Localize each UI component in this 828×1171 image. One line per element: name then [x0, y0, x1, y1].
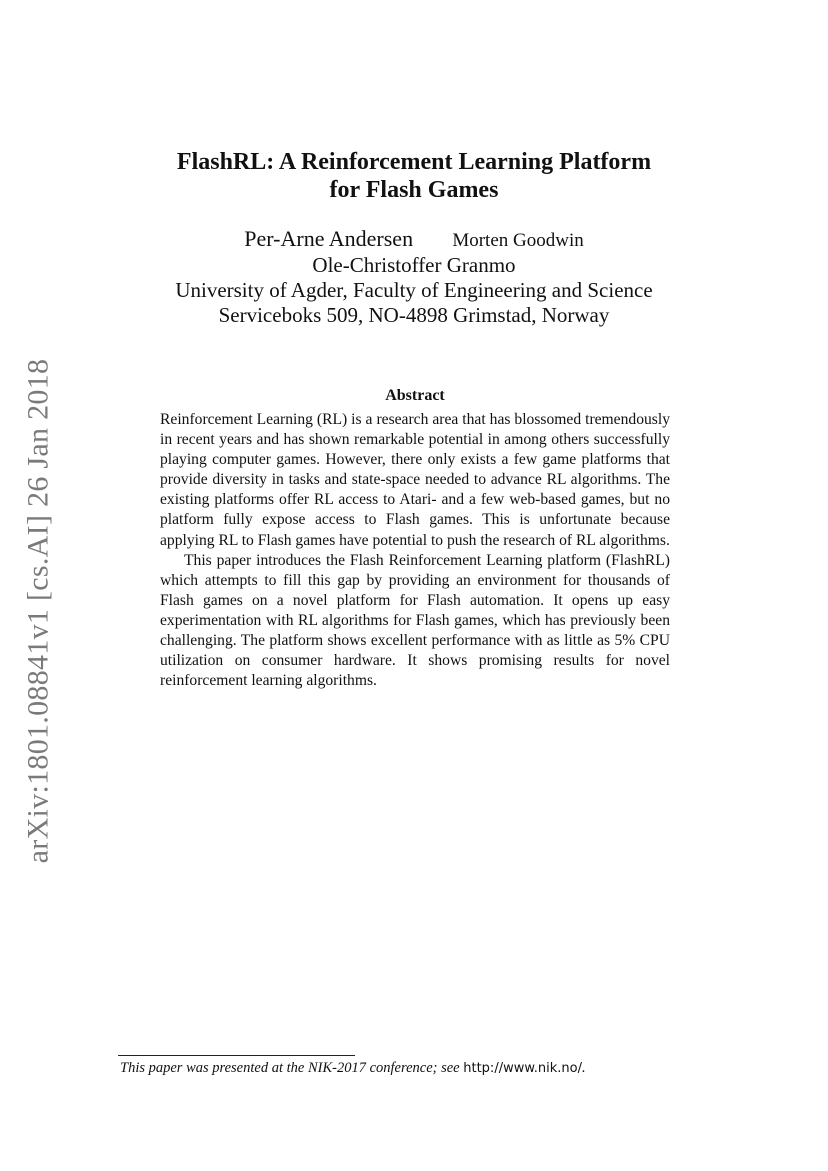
- author-granmo: Ole-Christoffer Granmo: [312, 253, 516, 277]
- footnote-link[interactable]: http://www.nik.no/: [463, 1061, 582, 1076]
- arxiv-identifier: arXiv:1801.08841v1 [cs.AI] 26 Jan 2018: [21, 358, 55, 864]
- paper-title: [100, 148, 728, 204]
- footnote-rule: [118, 1055, 355, 1056]
- author-row: [100, 226, 728, 253]
- author-goodwin: Morten Goodwin: [452, 230, 584, 251]
- abstract-body: [160, 410, 670, 691]
- arxiv-sidebar: [21, 358, 55, 864]
- affiliation: University of Agder, Faculty of Engineering and Science: [175, 278, 653, 302]
- footnote: [120, 1060, 740, 1077]
- footnote-end: .: [582, 1060, 586, 1076]
- address: Serviceboks 509, NO-4898 Grimstad, Norway: [218, 303, 610, 327]
- abstract-paragraph-1: Reinforcement Learning (RL) is a research area that has blossomed tremendously in recent years and has shown remarkable potential in among others successfully playing computer games. However, there only exists a few game platforms that provide diversity in tasks and state-space needed to advance RL algorithms. The existing platforms offer RL access to Atari- and a few web-based games, but no platform fully expose access to Flash games. This is unfortunate because applying RL to Flash games have potential to push the research of RL algorithms.: [160, 411, 670, 549]
- author-block: [100, 226, 728, 328]
- abstract-heading: Abstract: [385, 387, 445, 404]
- footnote-text: This paper was presented at the NIK-2017 conference; see: [120, 1060, 464, 1076]
- author-andersen: Per-Arne Andersen: [244, 226, 414, 251]
- abstract-paragraph-2: This paper introduces the Flash Reinforcement Learning platform (FlashRL) which attempts to fill this gap by providing an environment for thousands of Flash games on a novel platform for Flash automation. It opens up easy experimentation with RL algorithms for Flash games, which has previously been challenging. The platform shows excellent performance with as little as 5% CPU utilization on consumer hardware. It shows promising results for novel reinforcement learning algorithms.: [160, 551, 670, 690]
- title-line-2: for Flash Games: [329, 177, 499, 203]
- title-line-1: FlashRL: A Reinforcement Learning Platform: [176, 149, 652, 175]
